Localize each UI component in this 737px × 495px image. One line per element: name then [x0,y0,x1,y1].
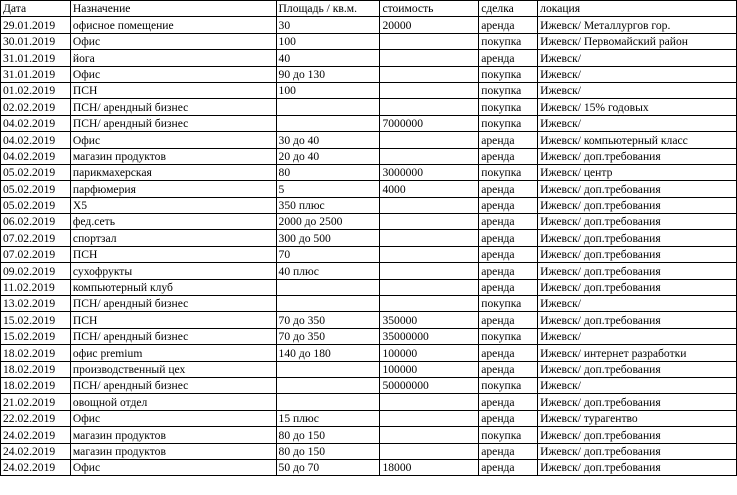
cell-cost[interactable] [380,279,479,295]
cell-location[interactable]: Ижевск/ центр [538,164,737,180]
cell-area[interactable] [276,279,380,295]
cell-cost[interactable]: 100000 [380,345,479,361]
cell-purpose[interactable]: производственный цех [70,361,276,377]
cell-purpose[interactable]: Офис [70,66,276,82]
cell-location[interactable]: Ижевск/ [538,115,737,131]
table-row [1,181,737,197]
header-area[interactable]: Площадь / кв.м. [276,1,380,17]
cell-location[interactable]: Ижевск/ доп.требования [538,361,737,377]
cell-purpose[interactable]: магазин продуктов [70,443,276,459]
cell-area[interactable]: 70 до 350 [276,328,380,344]
cell-date[interactable]: 18.02.2019 [1,345,71,361]
cell-purpose[interactable]: офисное помещение [70,17,276,33]
cell-deal[interactable]: аренда [479,197,538,213]
cell-cost[interactable]: 350000 [380,312,479,328]
cell-area[interactable] [276,377,380,393]
cell-cost[interactable] [380,50,479,66]
cell-area[interactable] [276,394,380,410]
cell-purpose[interactable]: офис premium [70,345,276,361]
table-row [1,377,737,393]
cell-location[interactable]: Ижевск/ доп.требования [538,230,737,246]
cell-deal[interactable]: аренда [479,148,538,164]
cell-deal[interactable]: аренда [479,214,538,230]
cell-cost[interactable]: 20000 [380,17,479,33]
cell-area[interactable] [276,115,380,131]
table-row [1,214,737,230]
cell-date[interactable]: 31.01.2019 [1,66,71,82]
cell-area[interactable] [276,361,380,377]
cell-deal[interactable]: аренда [479,50,538,66]
cell-deal[interactable]: покупка [479,427,538,443]
cell-cost[interactable] [380,394,479,410]
cell-purpose[interactable]: Офис [70,132,276,148]
header-deal[interactable]: сделка [479,1,538,17]
cell-date[interactable]: 07.02.2019 [1,230,71,246]
cell-cost[interactable]: 50000000 [380,377,479,393]
cell-location[interactable]: Ижевск/ доп.требования [538,246,737,262]
cell-cost[interactable]: 18000 [380,459,479,475]
table-row [1,82,737,98]
cell-purpose[interactable]: парфюмерия [70,181,276,197]
cell-area[interactable]: 300 до 500 [276,230,380,246]
cell-purpose[interactable]: ПСН/ арендный бизнес [70,99,276,115]
table-row [1,66,737,82]
table-row [1,115,737,131]
cell-area[interactable]: 15 плюс [276,410,380,426]
table-row [1,410,737,426]
cell-date[interactable]: 07.02.2019 [1,246,71,262]
cell-location[interactable]: Ижевск/ [538,328,737,344]
cell-area[interactable]: 80 [276,164,380,180]
table-row [1,394,737,410]
cell-deal[interactable]: аренда [479,263,538,279]
cell-date[interactable]: 18.02.2019 [1,377,71,393]
cell-location[interactable]: Ижевск/ доп.требования [538,148,737,164]
cell-purpose[interactable]: магазин продуктов [70,427,276,443]
header-purpose[interactable]: Назначение [70,1,276,17]
cell-location[interactable]: Ижевск/ [538,66,737,82]
header-cost[interactable]: стоимость [380,1,479,17]
cell-deal[interactable]: покупка [479,99,538,115]
cell-area[interactable]: 80 до 150 [276,427,380,443]
cell-date[interactable]: 15.02.2019 [1,328,71,344]
cell-deal[interactable]: покупка [479,33,538,49]
cell-area[interactable]: 90 до 130 [276,66,380,82]
cell-cost[interactable] [380,410,479,426]
cell-cost[interactable] [380,214,479,230]
cell-purpose[interactable]: Офис [70,33,276,49]
cell-deal[interactable]: аренда [479,132,538,148]
table-body [1,17,737,476]
cell-purpose[interactable]: спортзал [70,230,276,246]
cell-area[interactable]: 140 до 180 [276,345,380,361]
cell-location[interactable]: Ижевск/ компьютерный класс [538,132,737,148]
cell-location[interactable]: Ижевск/ [538,82,737,98]
cell-area[interactable]: 100 [276,33,380,49]
table-row [1,164,737,180]
cell-purpose[interactable]: Офис [70,459,276,475]
cell-purpose[interactable]: парикмахерская [70,164,276,180]
cell-deal[interactable]: аренда [479,459,538,475]
cell-date[interactable]: 24.02.2019 [1,459,71,475]
table-row [1,246,737,262]
cell-deal[interactable]: аренда [479,312,538,328]
cell-deal[interactable]: покупка [479,328,538,344]
cell-deal[interactable]: аренда [479,345,538,361]
cell-cost[interactable] [380,427,479,443]
cell-purpose[interactable]: ПСН [70,312,276,328]
cell-deal[interactable]: аренда [479,443,538,459]
table-row [1,427,737,443]
cell-area[interactable]: 2000 до 2500 [276,214,380,230]
cell-cost[interactable]: 7000000 [380,115,479,131]
table-row [1,197,737,213]
cell-cost[interactable] [380,230,479,246]
cell-deal[interactable]: покупка [479,296,538,312]
cell-location[interactable]: Ижевск/ доп.требования [538,197,737,213]
table-row [1,230,737,246]
table-row [1,99,737,115]
header-row [1,1,737,17]
table-row [1,296,737,312]
cell-area[interactable]: 70 до 350 [276,312,380,328]
cell-deal[interactable]: аренда [479,410,538,426]
cell-deal[interactable]: покупка [479,66,538,82]
table-row [1,361,737,377]
cell-cost[interactable] [380,33,479,49]
cell-purpose[interactable]: магазин продуктов [70,148,276,164]
cell-area[interactable]: 100 [276,82,380,98]
cell-cost[interactable] [380,82,479,98]
cell-location[interactable]: Ижевск/ доп.требования [538,263,737,279]
table-row [1,443,737,459]
cell-deal[interactable]: аренда [479,17,538,33]
cell-area[interactable]: 40 плюс [276,263,380,279]
table-row [1,328,737,344]
header-location[interactable]: локация [538,1,737,17]
cell-purpose[interactable]: ПСН [70,246,276,262]
cell-date[interactable]: 05.02.2019 [1,181,71,197]
table-row [1,459,737,475]
table-row [1,17,737,33]
table-row [1,148,737,164]
cell-area[interactable]: 30 до 40 [276,132,380,148]
cell-location[interactable]: Ижевск/ доп.требования [538,279,737,295]
cell-date[interactable]: 04.02.2019 [1,148,71,164]
cell-location[interactable]: Ижевск/ интернет разработки [538,345,737,361]
cell-purpose[interactable]: сухофрукты [70,263,276,279]
cell-area[interactable] [276,99,380,115]
cell-cost[interactable]: 100000 [380,361,479,377]
cell-date[interactable]: 24.02.2019 [1,443,71,459]
cell-area[interactable] [276,296,380,312]
cell-purpose[interactable]: фед.сеть [70,214,276,230]
cell-location[interactable]: Ижевск/ доп.требования [538,394,737,410]
cell-cost[interactable] [380,443,479,459]
cell-date[interactable]: 15.02.2019 [1,312,71,328]
cell-purpose[interactable]: ПСН/ арендный бизнес [70,115,276,131]
cell-cost[interactable] [380,148,479,164]
cell-cost[interactable] [380,246,479,262]
cell-location[interactable]: Ижевск/ турагентво [538,410,737,426]
cell-cost[interactable]: 35000000 [380,328,479,344]
cell-date[interactable]: 01.02.2019 [1,82,71,98]
cell-date[interactable]: 11.02.2019 [1,279,71,295]
cell-cost[interactable]: 4000 [380,181,479,197]
cell-date[interactable]: 30.01.2019 [1,33,71,49]
cell-area[interactable]: 5 [276,181,380,197]
cell-location[interactable]: Ижевск/ [538,50,737,66]
cell-purpose[interactable]: ПСН [70,82,276,98]
cell-cost[interactable] [380,66,479,82]
table-row [1,132,737,148]
cell-cost[interactable] [380,263,479,279]
cell-deal[interactable]: аренда [479,181,538,197]
cell-area[interactable]: 80 до 150 [276,443,380,459]
cell-area[interactable]: 350 плюс [276,197,380,213]
table-row [1,312,737,328]
cell-deal[interactable]: покупка [479,82,538,98]
table-row [1,33,737,49]
cell-location[interactable]: Ижевск/ доп.требования [538,459,737,475]
cell-deal[interactable]: аренда [479,394,538,410]
cell-date[interactable]: 06.02.2019 [1,214,71,230]
cell-location[interactable]: Ижевск/ Металлургов гор. [538,17,737,33]
table-row [1,50,737,66]
table-row [1,279,737,295]
cell-location[interactable]: Ижевск/ 15% годовых [538,99,737,115]
cell-date[interactable]: 13.02.2019 [1,296,71,312]
cell-date[interactable]: 09.02.2019 [1,263,71,279]
cell-purpose[interactable]: ПСН/ арендный бизнес [70,377,276,393]
cell-area[interactable]: 70 [276,246,380,262]
cell-purpose[interactable]: Офис [70,410,276,426]
cell-location[interactable]: Ижевск/ Первомайский район [538,33,737,49]
cell-cost[interactable] [380,296,479,312]
cell-location[interactable]: Ижевск/ доп.требования [538,443,737,459]
cell-date[interactable]: 02.02.2019 [1,99,71,115]
cell-deal[interactable]: аренда [479,279,538,295]
table-row [1,345,737,361]
cell-deal[interactable]: покупка [479,164,538,180]
cell-location[interactable]: Ижевск/ доп.требования [538,214,737,230]
cell-date[interactable]: 31.01.2019 [1,50,71,66]
cell-location[interactable]: Ижевск/ доп.требования [538,427,737,443]
cell-location[interactable]: Ижевск/ доп.требования [538,181,737,197]
cell-cost[interactable] [380,132,479,148]
header-date[interactable]: Дата [1,1,71,17]
cell-location[interactable]: Ижевск/ [538,296,737,312]
cell-purpose[interactable]: ПСН/ арендный бизнес [70,328,276,344]
cell-purpose[interactable]: ПСН/ арендный бизнес [70,296,276,312]
cell-location[interactable]: Ижевск/ [538,377,737,393]
cell-cost[interactable]: 3000000 [380,164,479,180]
cell-deal[interactable]: покупка [479,115,538,131]
cell-purpose[interactable]: компьютерный клуб [70,279,276,295]
cell-deal[interactable]: покупка [479,377,538,393]
cell-date[interactable]: 21.02.2019 [1,394,71,410]
cell-date[interactable]: 04.02.2019 [1,132,71,148]
cell-area[interactable]: 50 до 70 [276,459,380,475]
table-row [1,263,737,279]
cell-area[interactable]: 30 [276,17,380,33]
cell-purpose[interactable]: овощной отдел [70,394,276,410]
cell-date[interactable]: 22.02.2019 [1,410,71,426]
cell-date[interactable]: 29.01.2019 [1,17,71,33]
cell-date[interactable]: 18.02.2019 [1,361,71,377]
cell-deal[interactable]: аренда [479,246,538,262]
cell-date[interactable]: 24.02.2019 [1,427,71,443]
cell-area[interactable]: 20 до 40 [276,148,380,164]
cell-area[interactable]: 40 [276,50,380,66]
cell-date[interactable]: 04.02.2019 [1,115,71,131]
cell-cost[interactable] [380,197,479,213]
cell-purpose[interactable]: йога [70,50,276,66]
cell-cost[interactable] [380,99,479,115]
cell-deal[interactable]: аренда [479,230,538,246]
cell-date[interactable]: 05.02.2019 [1,197,71,213]
cell-location[interactable]: Ижевск/ доп.требования [538,312,737,328]
cell-date[interactable]: 05.02.2019 [1,164,71,180]
cell-deal[interactable]: аренда [479,361,538,377]
cell-purpose[interactable]: Х5 [70,197,276,213]
